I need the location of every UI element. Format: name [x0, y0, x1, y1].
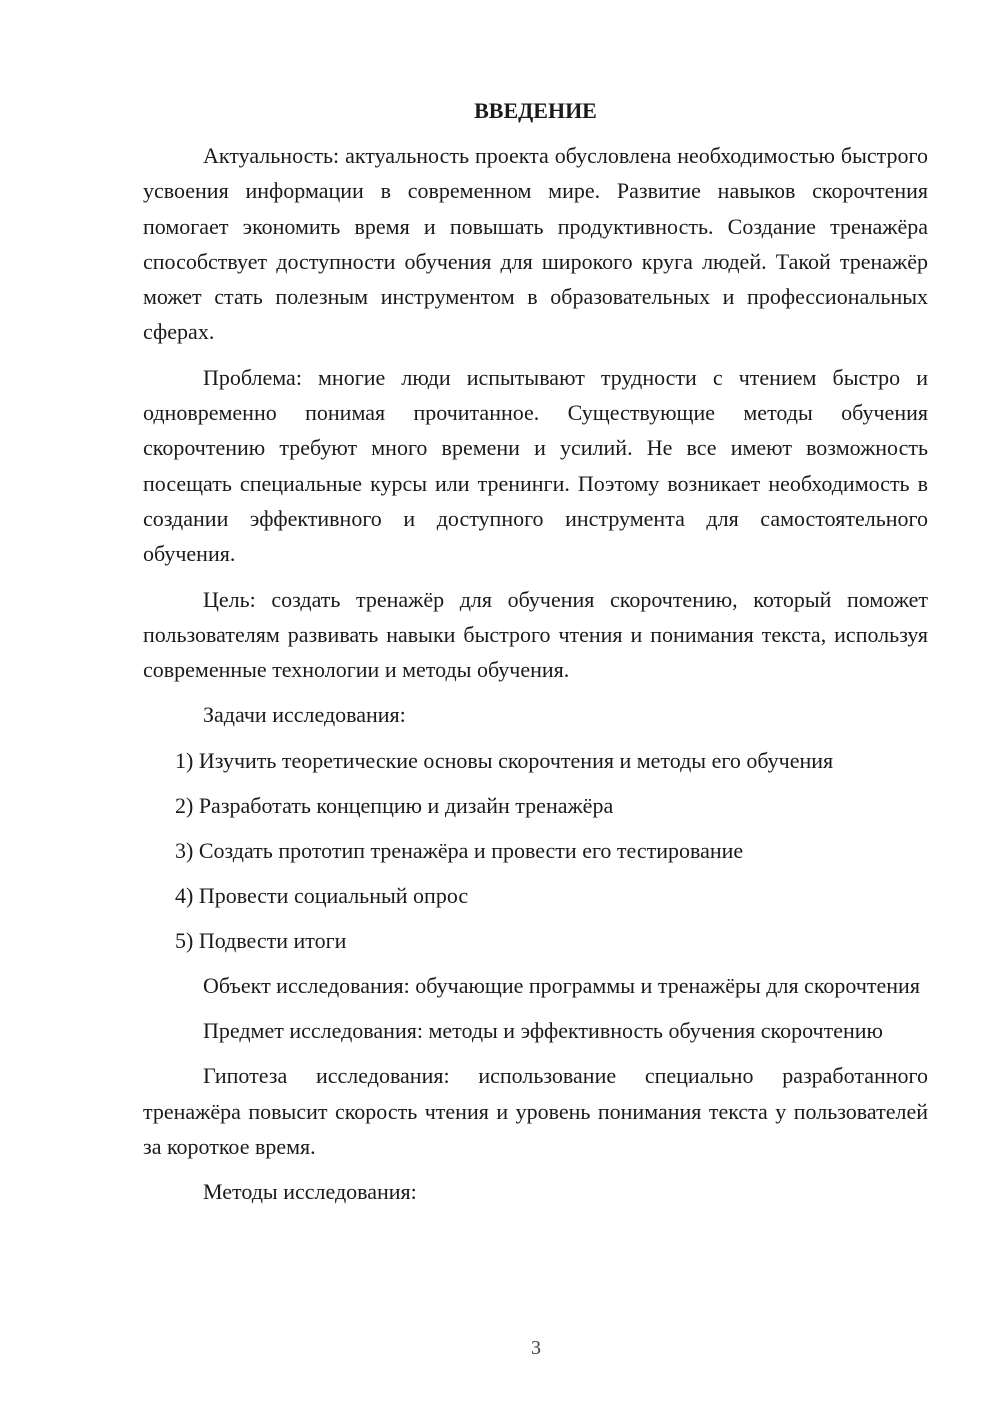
list-item: 5) Подвести итоги [175, 927, 347, 953]
section-heading: ВВЕДЕНИЕ [474, 98, 597, 123]
paragraph-subject: Предмет исследования: методы и эффективность обучения скорочтению [203, 1018, 883, 1044]
list-item: 2) Разработать концепцию и дизайн тренажёра [175, 792, 614, 818]
paragraph-hypothesis: Гипотеза исследования: использование специально разработанного тренажёра повысит скорость чтения и уровень понимания текста у пользователей за короткое время. [143, 1063, 928, 1159]
paragraph-goal: Цель: создать тренажёр для обучения скорочтению, который поможет пользователям развивать навыки быстрого чтения и понимания текста, используя современные технологии и методы обучения. [143, 586, 928, 683]
paragraph-methods-heading: Методы исследования: [203, 1179, 417, 1205]
paragraph-problem: Проблема: многие люди испытывают трудности с чтением быстро и одновременно понимая прочитанное. Существующие методы обучения скорочтению требуют много времени и усилий. Не все имеют возможность посещать специальные курсы или тренинги. Поэтому возникает необходимость в создании эффективного и доступного инструмента для самостоятельного обучения. [143, 364, 928, 567]
paragraph-object: Объект исследования: обучающие программы и тренажёры для скорочтения [203, 972, 920, 998]
list-item: 3) Создать прототип тренажёра и провести его тестирование [175, 837, 744, 863]
list-item: 4) Провести социальный опрос [175, 882, 469, 908]
page-content [143, 93, 928, 1210]
list-item: 1) Изучить теоретические основы скорочтения и методы его обучения [175, 747, 834, 773]
page-number: 3 [531, 1337, 541, 1359]
paragraph-relevance: Актуальность: актуальность проекта обусловлена необходимостью быстрого усвоения информации в современном мире. Развитие навыков скорочтения помогает экономить время и повышать продуктивность. Создание тренажёра способствует доступности обучения для широкого круга людей. Такой тренажёр может стать полезным инструментом в образовательных и профессиональных сферах. [143, 143, 928, 345]
tasks-list [143, 743, 928, 958]
paragraph-tasks-heading: Задачи исследования: [203, 702, 406, 728]
